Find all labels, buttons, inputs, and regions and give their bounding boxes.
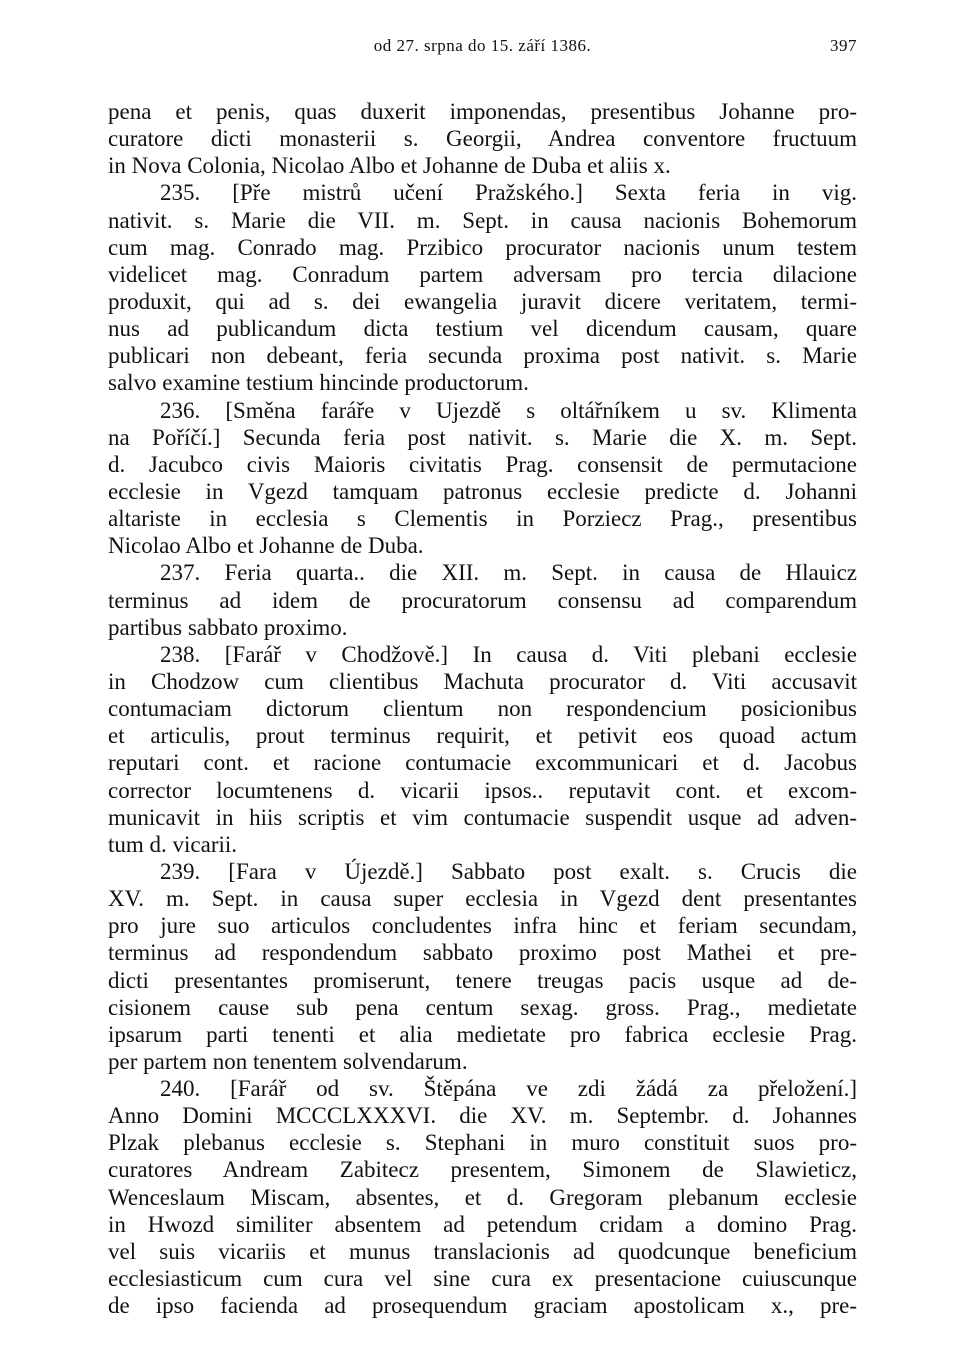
text-line: et articulis, prout terminus requirit, et petivit eos quoad actum [108, 723, 857, 749]
text-line: pena et penis, quas duxerit imponendas, presentibus Johanne pro- [108, 99, 857, 124]
text-line: ecclesiasticum cum cura vel sine cura ex presentacione cuiuscunque [108, 1266, 857, 1292]
text-line: in Hwozd similiter absentem ad petendum cridam a domino Prag. [108, 1211, 857, 1237]
page-number: 397 [830, 36, 857, 55]
text-line: terminus ad idem de procuratorum consensu ad comparendum [108, 587, 857, 613]
text-line: in Nova Colonia, Nicolao Albo et Johanne de Duba et aliis x. [108, 153, 671, 179]
text-line: ipsarum parti tenenti et alia medietate pro fabrica ecclesie Prag. [108, 1021, 857, 1047]
text-line: de ipso facienda ad prosequendum graciam apostolicam x., pre- [108, 1293, 857, 1319]
text-line: nativit. s. Marie die VII. m. Sept. in causa nacionis Bohemorum [108, 207, 857, 233]
text-line: 239. [Fara v Újezdě.] Sabbato post exalt. s. Crucis die [160, 858, 857, 884]
text-line: d. Jacubco civis Maioris civitatis Prag. consensit de permutacione [108, 451, 857, 477]
text-line: curatore dicti monasterii s. Georgii, Andrea conventore fructuum [108, 126, 857, 152]
text-line: XV. m. Sept. in causa super ecclesia in Vgezd dent presentantes [108, 886, 857, 912]
text-line: Plzak plebanus ecclesie s. Stephani in muro constituit suos pro- [108, 1130, 857, 1156]
text-line: salvo examine testium hincinde productorum. [108, 370, 529, 396]
text-line: tum d. vicarii. [108, 831, 238, 857]
text-line: altariste in ecclesia s Clementis in Porziecz Prag., presentibus [108, 506, 857, 532]
text-line: dicti presentantes promiserunt, tenere treugas pacis usque ad de- [108, 967, 857, 993]
text-line: municavit in hiis scriptis et vim contumacie suspendit usque ad adven- [108, 804, 857, 830]
text-line: terminus ad respondendum sabbato proximo post Mathei et pre- [108, 940, 857, 966]
text-line: 240. [Farář od sv. Štěpána ve zdi žádá za přeložení.] [160, 1076, 857, 1102]
text-line: cisionem cause sub pena centum sexag. gross. Prag., medietate [108, 994, 857, 1020]
text-line: corrector locumtenens d. vicarii ipsos.. reputavit cont. et excom- [108, 777, 857, 803]
text-line: 237. Feria quarta.. die XII. m. Sept. in causa de Hlauicz [160, 560, 857, 586]
text-line: in Chodzow cum clientibus Machuta procurator d. Viti accusavit [108, 668, 857, 694]
text-line: 236. [Směna faráře v Ujezdě s oltářníkem u sv. Klimenta [160, 397, 857, 423]
text-line: nus ad publicandum dicta testium vel dicendum causam, quare [108, 316, 857, 342]
running-head [108, 36, 857, 66]
text-line: curatores Andream Zabitecz presentem, Simonem de Slawieticz, [108, 1157, 857, 1183]
text-line: Nicolao Albo et Johanne de Duba. [108, 533, 424, 559]
text-line: Anno Domini MCCCLXXXVI. die XV. m. Septembr. d. Johannes [108, 1103, 857, 1129]
text-line: na Poříčí.] Secunda feria post nativit. s. Marie die X. m. Sept. [108, 424, 857, 450]
text-line: 235. [Pře mistrů učení Pražského.] Sexta feria in vig. [160, 180, 857, 206]
body-text [108, 98, 857, 1319]
text-line: 238. [Farář v Chodžově.] In causa d. Viti plebani ecclesie [160, 641, 857, 667]
text-line: pro jure suo articulos concludentes infra hinc et feriam secundam, [108, 913, 857, 939]
text-line: produxit, qui ad s. dei ewangelia juravit dicere veritatem, termi- [108, 288, 857, 314]
text-line: reputari cont. et racione contumacie excommunicari et d. Jacobus [108, 750, 857, 776]
text-line: videlicet mag. Conradum partem adversam pro tercia dilacione [108, 261, 857, 287]
text-line: Wenceslaum Miscam, absentes, et d. Gregoram plebanum ecclesie [108, 1184, 857, 1210]
text-line: vel suis vicariis et munus translacionis ad quodcunque beneficium [108, 1238, 857, 1264]
running-head-title: od 27. srpna do 15. září 1386. [373, 36, 592, 55]
text-line: ecclesie in Vgezd tamquam patronus ecclesie predicte d. Johanni [108, 478, 857, 504]
text-line: partibus sabbato proximo. [108, 614, 348, 640]
text-line: publicari non debeant, feria secunda proxima post nativit. s. Marie [108, 343, 857, 369]
text-line: per partem non tenentem solvendarum. [108, 1048, 468, 1074]
text-line: cum mag. Conrado mag. Przibico procurator nacionis unum testem [108, 234, 857, 260]
text-line: contumaciam dictorum clientum non respondencium posicionibus [108, 696, 857, 722]
